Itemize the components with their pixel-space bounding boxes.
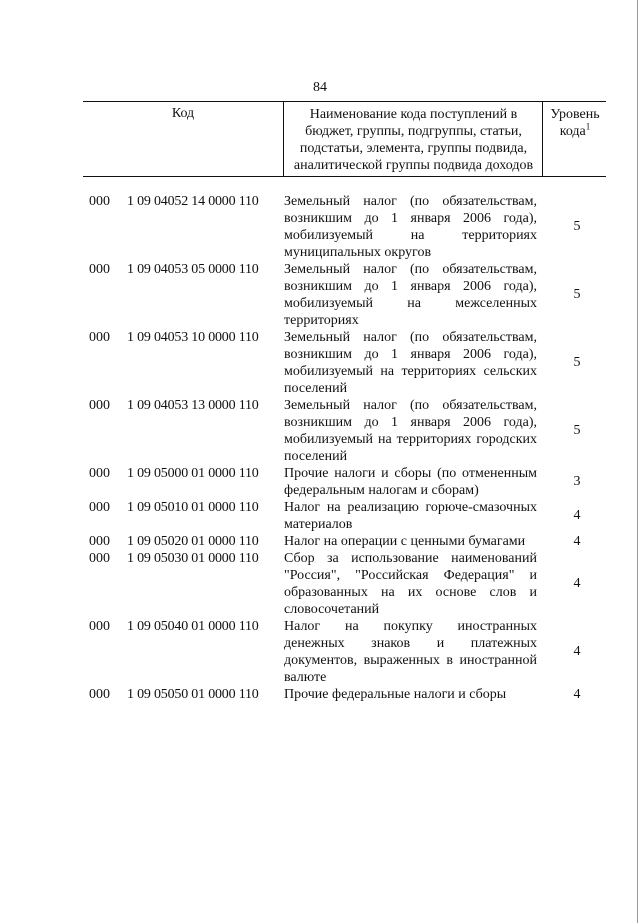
row-level: 5 xyxy=(573,287,581,302)
row-level: 5 xyxy=(573,355,581,370)
row-admin-code: 000 xyxy=(89,194,110,209)
row-level: 3 xyxy=(573,474,581,489)
header-code: Код xyxy=(171,106,195,121)
row-code: 1 09 04053 13 0000 110 xyxy=(127,398,259,413)
table-row xyxy=(0,261,640,329)
row-admin-code: 000 xyxy=(89,551,110,566)
table-row xyxy=(0,397,640,465)
table-row xyxy=(0,686,640,703)
row-admin-code: 000 xyxy=(89,262,110,277)
header-divider xyxy=(283,102,284,176)
row-level: 4 xyxy=(573,534,581,549)
table-row xyxy=(0,329,640,397)
row-admin-code: 000 xyxy=(89,619,110,634)
row-name: Сбор за использование наименований "Россия", "Российская Федерация" и образованных на их основе слов и словосочетаний xyxy=(284,551,537,617)
row-name: Земельный налог (по обязательствам, возникшим до 1 января 2006 года), мобилизуемый на межселенных территориях xyxy=(284,262,537,328)
row-code: 1 09 05020 01 0000 110 xyxy=(127,534,259,549)
row-code: 1 09 05030 01 0000 110 xyxy=(127,551,259,566)
header-level xyxy=(544,106,606,140)
header-divider xyxy=(542,102,543,176)
row-admin-code: 000 xyxy=(89,466,110,481)
table-row xyxy=(0,550,640,618)
row-admin-code: 000 xyxy=(89,500,110,515)
page-number: 84 xyxy=(313,80,327,95)
table-row xyxy=(0,533,640,550)
row-name: Земельный налог (по обязательствам, возникшим до 1 января 2006 года), мобилизуемый на территориях сельских поселений xyxy=(284,330,537,396)
header-name: Наименование кода поступлений в бюджет, группы, подгруппы, статьи, подстатьи, элемента, группы подвида, аналитической группы подвида доходов xyxy=(293,107,534,173)
row-name: Прочие налоги и сборы (по отмененным федеральным налогам и сборам) xyxy=(284,466,537,498)
row-level: 4 xyxy=(573,576,581,591)
row-level: 5 xyxy=(573,219,581,234)
row-level: 4 xyxy=(573,687,581,702)
row-level: 4 xyxy=(573,644,581,659)
table-row xyxy=(0,465,640,499)
table-row xyxy=(0,193,640,261)
row-name: Земельный налог (по обязательствам, возникшим до 1 января 2006 года), мобилизуемый на территориях городских поселений xyxy=(284,398,537,464)
row-level: 4 xyxy=(573,508,581,523)
table-header xyxy=(83,101,606,177)
row-name: Налог на покупку иностранных денежных знаков и платежных документов, выраженных в иностранной валюте xyxy=(284,619,537,685)
row-name: Налог на операции с ценными бумагами xyxy=(284,534,526,549)
row-name: Прочие федеральные налоги и сборы xyxy=(284,687,507,702)
row-admin-code: 000 xyxy=(89,534,110,549)
row-code: 1 09 04053 10 0000 110 xyxy=(127,330,259,345)
header-level-footnote: 1 xyxy=(585,121,591,132)
row-admin-code: 000 xyxy=(89,330,110,345)
row-code: 1 09 05040 01 0000 110 xyxy=(127,619,259,634)
row-code: 1 09 05010 01 0000 110 xyxy=(127,500,259,515)
row-name: Земельный налог (по обязательствам, возникшим до 1 января 2006 года), мобилизуемый на территориях муниципальных округов xyxy=(284,194,537,260)
row-admin-code: 000 xyxy=(89,398,110,413)
row-name: Налог на реализацию горюче-смазочных материалов xyxy=(284,500,537,532)
header-level-label: Уровень кода xyxy=(550,107,600,139)
row-code: 1 09 04052 14 0000 110 xyxy=(127,194,259,209)
row-level: 5 xyxy=(573,423,581,438)
row-code: 1 09 05000 01 0000 110 xyxy=(127,466,259,481)
row-code: 1 09 05050 01 0000 110 xyxy=(127,687,259,702)
table-row xyxy=(0,499,640,533)
table-row xyxy=(0,618,640,686)
row-code: 1 09 04053 05 0000 110 xyxy=(127,262,259,277)
row-admin-code: 000 xyxy=(89,687,110,702)
